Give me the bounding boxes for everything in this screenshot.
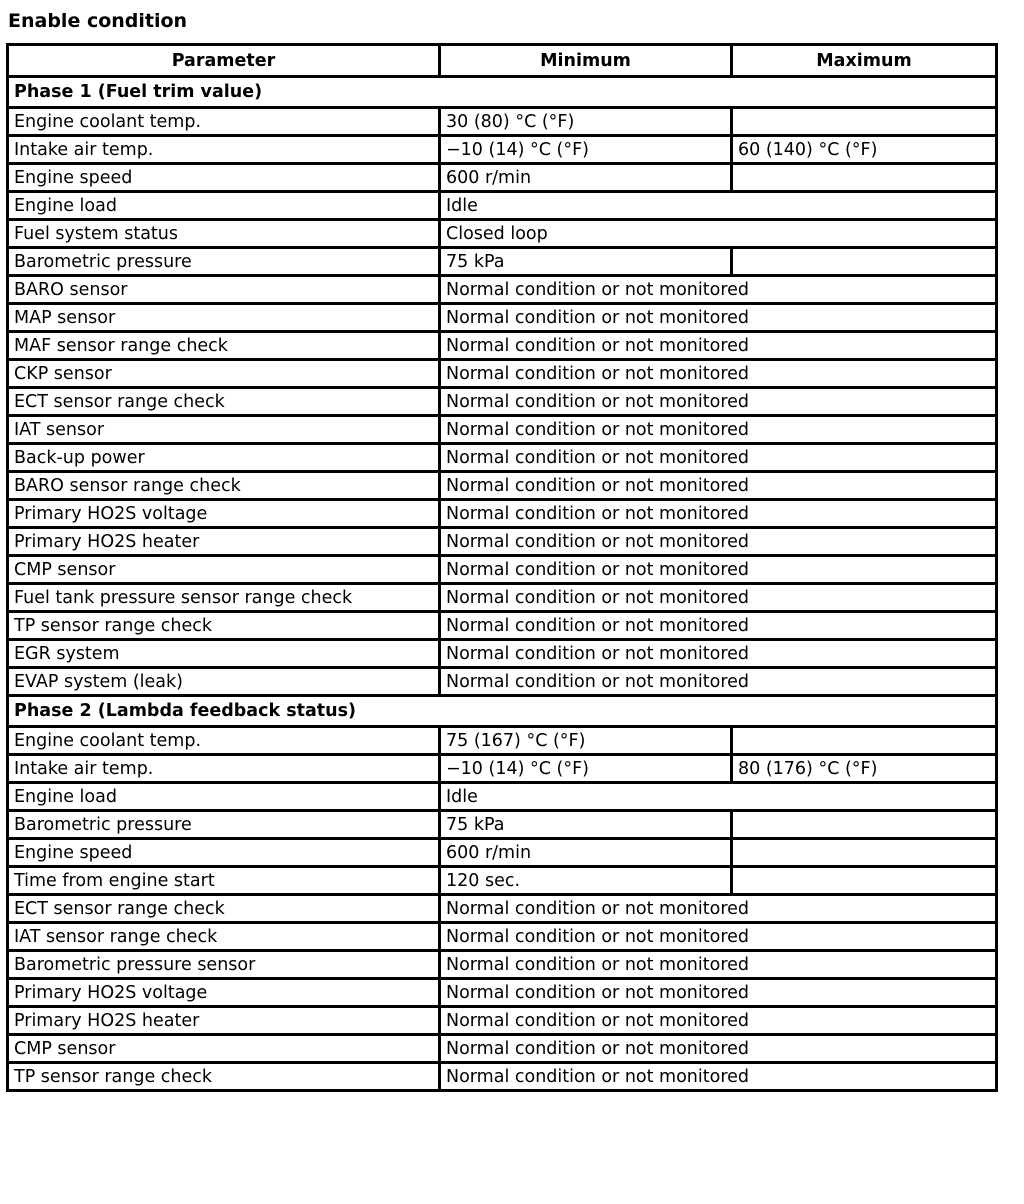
maximum-cell: 60 (140) °C (°F) [732,136,997,164]
condition-cell: Normal condition or not monitored [440,979,997,1007]
minimum-cell: −10 (14) °C (°F) [440,136,732,164]
parameter-cell: TP sensor range check [8,1063,440,1091]
minimum-cell: 600 r/min [440,839,732,867]
table-row [8,360,997,388]
parameter-cell: EGR system [8,640,440,668]
table-row [8,727,997,755]
parameter-cell: Time from engine start [8,867,440,895]
condition-cell: Normal condition or not monitored [440,923,997,951]
condition-cell: Closed loop [440,220,997,248]
parameter-cell: ECT sensor range check [8,895,440,923]
table-row [8,668,997,696]
table-row [8,416,997,444]
condition-cell: Normal condition or not monitored [440,332,997,360]
condition-cell: Normal condition or not monitored [440,640,997,668]
maximum-cell [732,108,997,136]
table-row [8,1035,997,1063]
maximum-cell: 80 (176) °C (°F) [732,755,997,783]
table-row [8,979,997,1007]
table-row [8,584,997,612]
table-row [8,500,997,528]
maximum-cell [732,164,997,192]
table-row [8,248,997,276]
minimum-cell: 75 kPa [440,811,732,839]
parameter-cell: Fuel tank pressure sensor range check [8,584,440,612]
minimum-cell: 75 kPa [440,248,732,276]
condition-cell: Normal condition or not monitored [440,444,997,472]
table-row [8,923,997,951]
table-row [8,951,997,979]
table-row [8,1063,997,1091]
condition-cell: Normal condition or not monitored [440,668,997,696]
phase-title: Phase 2 (Lambda feedback status) [8,696,997,727]
table-row [8,839,997,867]
minimum-cell: 600 r/min [440,164,732,192]
parameter-cell: TP sensor range check [8,612,440,640]
enable-condition-table [6,43,998,1092]
parameter-cell: MAP sensor [8,304,440,332]
table-row [8,640,997,668]
condition-cell: Normal condition or not monitored [440,500,997,528]
maximum-cell [732,839,997,867]
table-row [8,755,997,783]
table-row [8,528,997,556]
header-minimum: Minimum [440,45,732,77]
table-row [8,220,997,248]
table-row [8,867,997,895]
parameter-cell: CKP sensor [8,360,440,388]
page-title: Enable condition [8,10,188,32]
table-row [8,276,997,304]
condition-cell: Normal condition or not monitored [440,1007,997,1035]
parameter-cell: Primary HO2S heater [8,528,440,556]
parameter-cell: BARO sensor range check [8,472,440,500]
table-row [8,388,997,416]
table-body [8,77,997,1091]
table-row [8,108,997,136]
table-row [8,811,997,839]
parameter-cell: MAF sensor range check [8,332,440,360]
condition-cell: Normal condition or not monitored [440,612,997,640]
parameter-cell: ECT sensor range check [8,388,440,416]
phase-title: Phase 1 (Fuel trim value) [8,77,997,108]
parameter-cell: Engine speed [8,839,440,867]
condition-cell: Normal condition or not monitored [440,1035,997,1063]
table-row [8,304,997,332]
table-row [8,332,997,360]
parameter-cell: Primary HO2S voltage [8,500,440,528]
table-row [8,192,997,220]
condition-cell: Normal condition or not monitored [440,951,997,979]
condition-cell: Normal condition or not monitored [440,556,997,584]
parameter-cell: BARO sensor [8,276,440,304]
condition-cell: Normal condition or not monitored [440,895,997,923]
parameter-cell: IAT sensor range check [8,923,440,951]
condition-cell: Normal condition or not monitored [440,416,997,444]
parameter-cell: Engine load [8,783,440,811]
parameter-cell: Back-up power [8,444,440,472]
parameter-cell: Engine coolant temp. [8,108,440,136]
minimum-cell: 75 (167) °C (°F) [440,727,732,755]
parameter-cell: CMP sensor [8,556,440,584]
parameter-cell: CMP sensor [8,1035,440,1063]
header-parameter: Parameter [8,45,440,77]
parameter-cell: EVAP system (leak) [8,668,440,696]
table-row [8,612,997,640]
maximum-cell [732,867,997,895]
maximum-cell [732,727,997,755]
parameter-cell: Engine coolant temp. [8,727,440,755]
parameter-cell: Barometric pressure sensor [8,951,440,979]
parameter-cell: Intake air temp. [8,136,440,164]
table-row [8,895,997,923]
condition-cell: Idle [440,192,997,220]
condition-cell: Normal condition or not monitored [440,528,997,556]
condition-cell: Normal condition or not monitored [440,472,997,500]
header-maximum: Maximum [732,45,997,77]
parameter-cell: Intake air temp. [8,755,440,783]
condition-cell: Normal condition or not monitored [440,584,997,612]
table-row [8,1007,997,1035]
condition-cell: Normal condition or not monitored [440,1063,997,1091]
header-row [8,45,997,77]
parameter-cell: Barometric pressure [8,248,440,276]
parameter-cell: IAT sensor [8,416,440,444]
table-row [8,556,997,584]
maximum-cell [732,248,997,276]
condition-cell: Normal condition or not monitored [440,388,997,416]
table-row [8,472,997,500]
phase-header-row [8,77,997,108]
condition-cell: Idle [440,783,997,811]
table-row [8,444,997,472]
table-row [8,164,997,192]
parameter-cell: Engine load [8,192,440,220]
maximum-cell [732,811,997,839]
minimum-cell: 120 sec. [440,867,732,895]
table-row [8,783,997,811]
parameter-cell: Primary HO2S voltage [8,979,440,1007]
table-row [8,136,997,164]
condition-cell: Normal condition or not monitored [440,276,997,304]
phase-header-row [8,696,997,727]
parameter-cell: Fuel system status [8,220,440,248]
minimum-cell: 30 (80) °C (°F) [440,108,732,136]
parameter-cell: Engine speed [8,164,440,192]
condition-cell: Normal condition or not monitored [440,304,997,332]
minimum-cell: −10 (14) °C (°F) [440,755,732,783]
parameter-cell: Barometric pressure [8,811,440,839]
parameter-cell: Primary HO2S heater [8,1007,440,1035]
condition-cell: Normal condition or not monitored [440,360,997,388]
